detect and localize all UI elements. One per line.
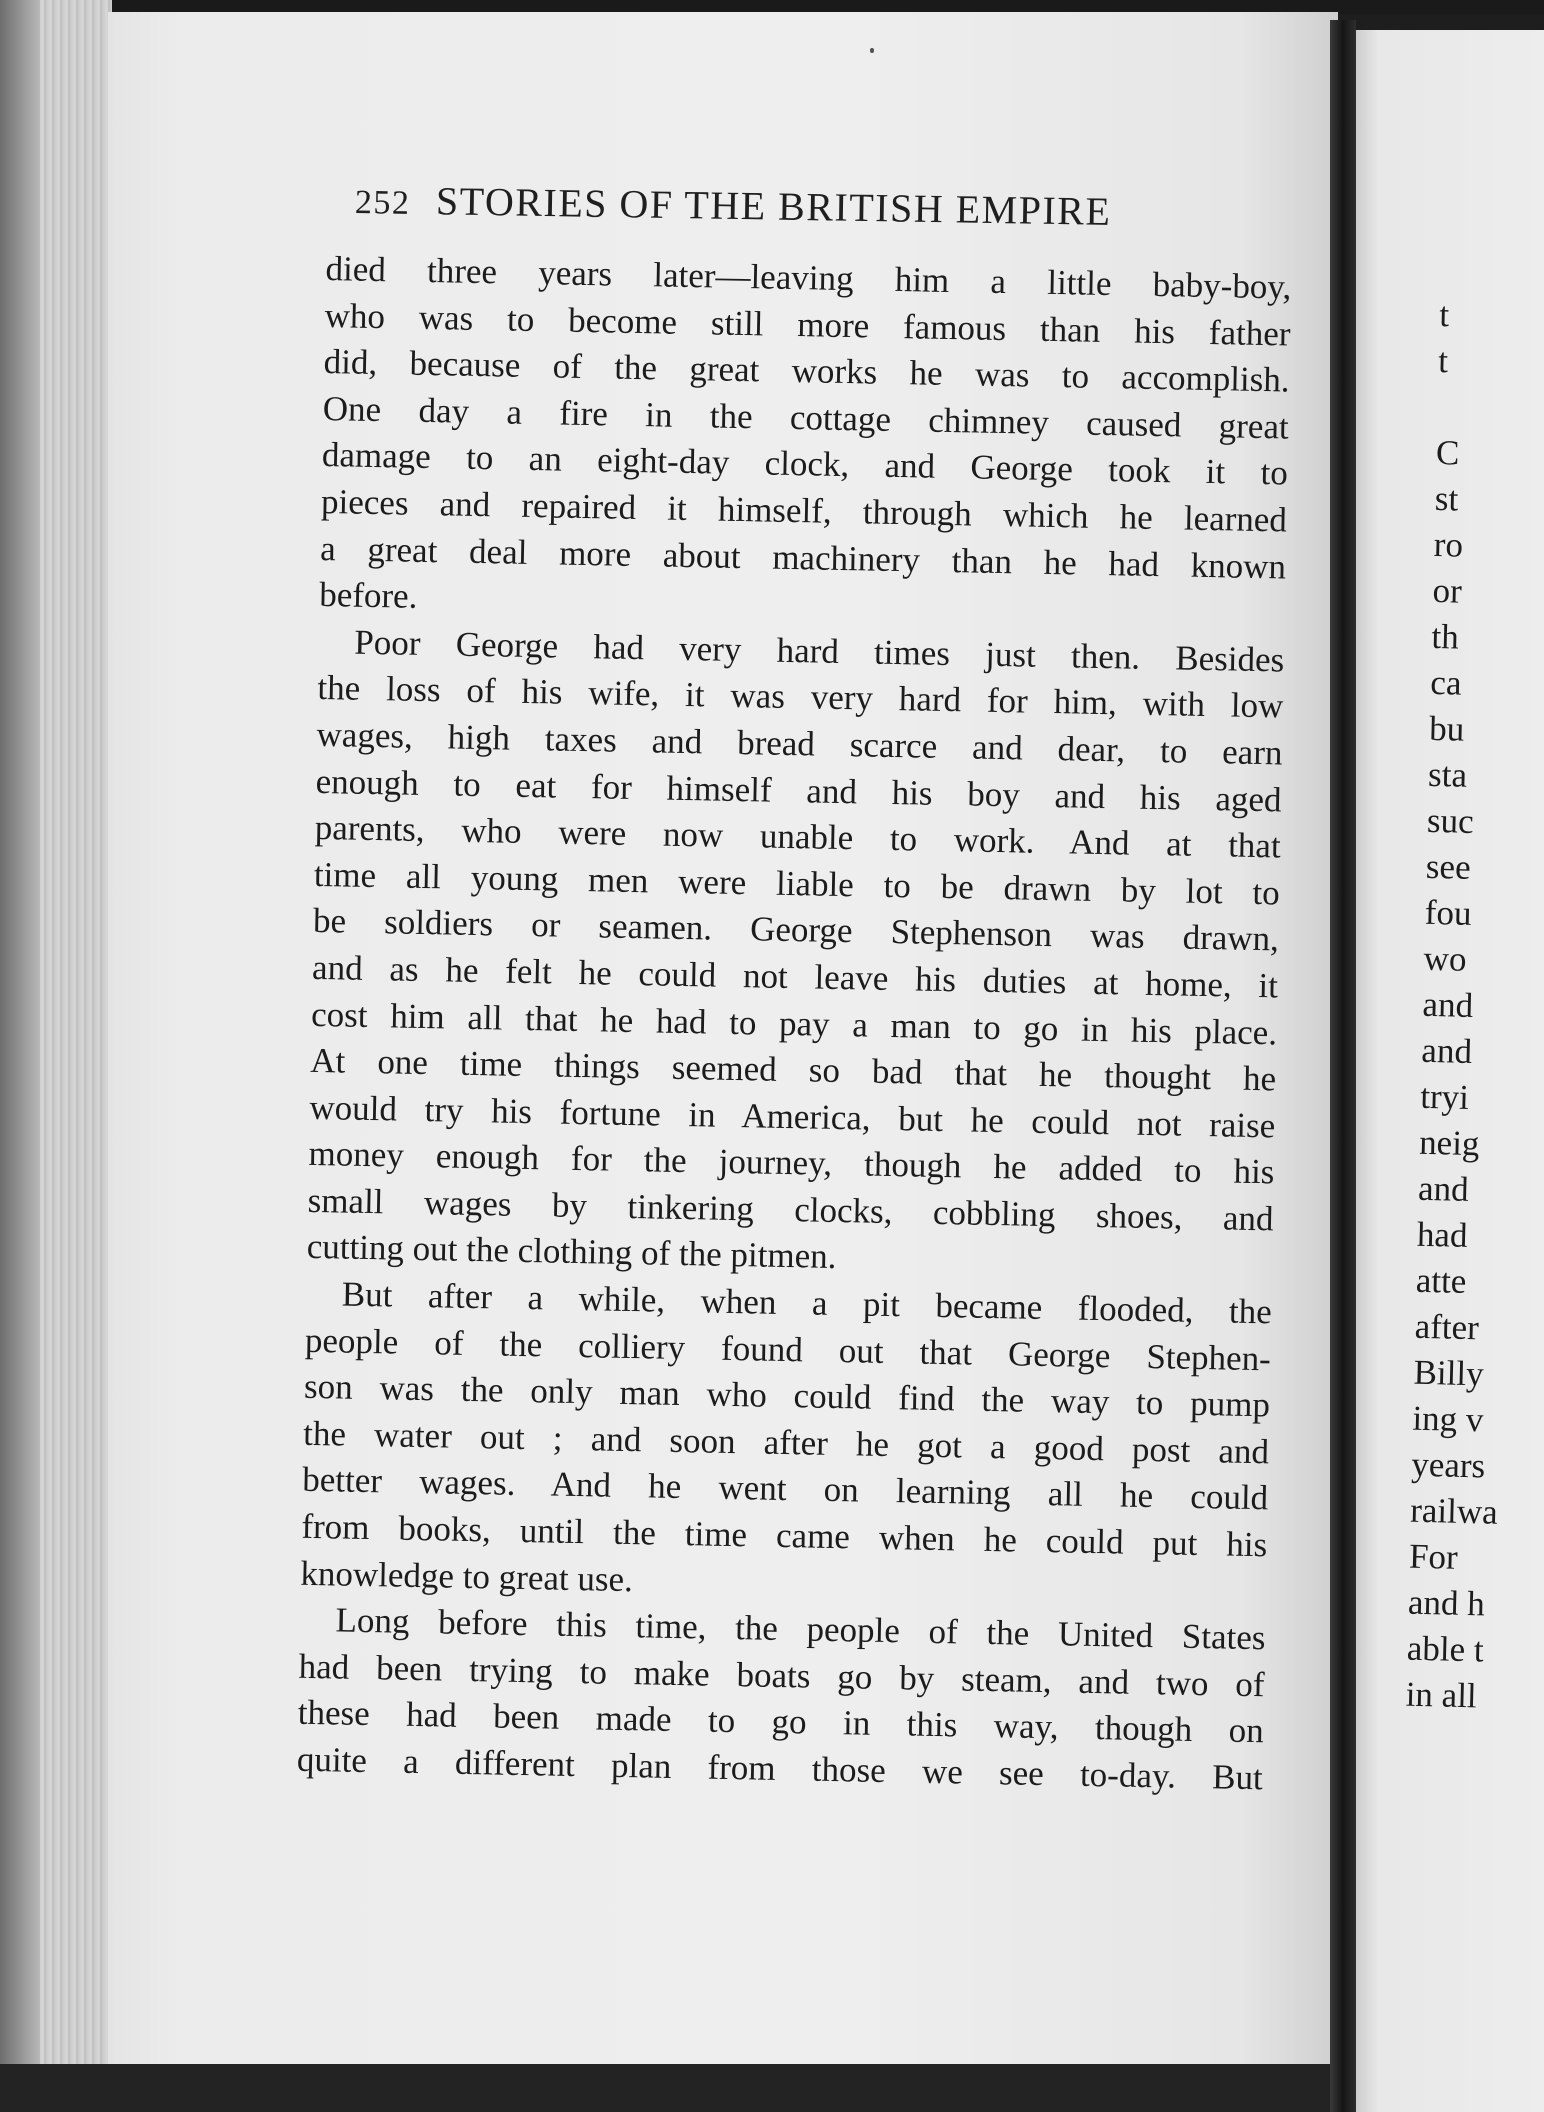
right-page-fragment: railwa [1409,1490,1499,1532]
text-line: wages, high taxes and bread scarce and dear, to earn [316,714,1283,773]
text-line: parents, who were now unable to work. And at that [314,808,1282,866]
bottom-border [0,2064,1330,2112]
text-line: But after a while, when a pit became flooded, the [341,1274,1273,1332]
right-page-fragment: st [1434,478,1459,519]
text-line: a great deal more about machinery than he had known [319,528,1287,587]
text-line: Poor George had very hard times just then. Besides [354,622,1285,680]
text-line: died three years later—leaving him a little baby-boy, [325,248,1292,307]
text-line: before. [318,575,418,616]
text-line: cutting out the clothing of the pitmen. [306,1227,837,1277]
right-page-fragment: and [1420,1030,1473,1072]
text-line: the water out ; and soon after he got a good post and [302,1413,1270,1472]
book-title: STORIES OF THE BRITISH EMPIRE [435,178,1112,234]
right-page-fragment: fou [1424,892,1472,933]
text-line: the loss of his wife, it was very hard for him, with low [317,668,1284,726]
right-page-fragment: atte [1415,1260,1467,1301]
text-line: damage to an eight-day clock, and George took it to [321,435,1289,493]
text-line: knowledge to great use. [300,1553,634,1599]
page-stack-shadow [0,0,40,2112]
right-page-fragment: had [1416,1214,1468,1255]
text-line: did, because of the great works he was to accomplish. [323,342,1290,400]
right-page-fragment: C [1435,432,1460,473]
right-page-fragment: bu [1428,708,1465,749]
right-page-fragment: see [1425,846,1472,887]
right-page-fragment: able t [1406,1628,1485,1670]
right-page-fragment: t [1437,340,1449,381]
right-page-fragment: after [1414,1306,1480,1348]
body-text [296,246,1291,1802]
text-line: would try his fortune in America, but he could not raise [309,1087,1276,1146]
text-line: One day a fire in the cottage chimney caused great [322,388,1290,447]
text-line: be soldiers or seamen. George Stephenson was drawn, [312,901,1280,959]
text-line: cost him all that he had to pay a man to go in his place. [310,994,1278,1052]
text-line: small wages by tinkering clocks, cobbling shoes, and [307,1180,1274,1239]
right-page-fragment: years [1410,1444,1486,1486]
text-line: who was to become still more famous than his father [324,295,1291,354]
text-line: son was the only man who could find the way to pump [303,1367,1271,1425]
text-line: time all young men were liable to be drawn by lot to [313,854,1281,913]
right-page-fragment: or [1432,570,1463,611]
text-line: money enough for the journey, though he added to his [308,1134,1275,1192]
text-line: people of the colliery found out that George Stephen- [304,1320,1272,1378]
right-page-fragment [1437,384,1544,433]
text-line: better wages. And he went on learning all he could [301,1460,1269,1518]
text-line: Long before this time, the people of the United States [335,1600,1266,1658]
text-line: enough to eat for himself and his boy and his aged [315,761,1282,819]
right-page-fragment: in all [1405,1674,1478,1716]
right-page-fragment: tryi [1419,1076,1470,1117]
text-line: and as he felt he could not leave his duties at home, it [311,947,1279,1006]
right-page-fragment: ing v [1412,1398,1484,1440]
right-page-fragment: sta [1427,754,1468,795]
speck [870,48,874,53]
right-page-fragment: suc [1426,800,1475,841]
right-page-fragment: ca [1429,662,1463,703]
right-page-fragment: For [1408,1536,1459,1577]
right-page-fragment: and [1422,984,1474,1026]
page-number: 252 [354,184,411,222]
text-line: from books, until the time came when he could put his [301,1506,1268,1565]
right-page-fragment: and h [1407,1582,1486,1624]
text-line: had been trying to make boats go by steam, and two of [298,1646,1265,1705]
right-page-fragment: t [1438,294,1450,335]
right-page-fragment: neig [1418,1122,1480,1164]
text-line: these had been made to go in this way, though on [297,1693,1265,1751]
right-page-fragment: Billy [1413,1352,1485,1394]
book-gutter [1330,20,1356,2112]
right-page-fragment: wo [1423,938,1467,979]
text-line: quite a different plan from those we see to-day. But [296,1739,1264,1798]
right-page-fragment: ro [1433,524,1464,565]
right-page-fragment: and [1417,1168,1470,1209]
right-page-fragment: th [1431,616,1460,657]
text-line: At one time things seemed so bad that he thought he [309,1040,1277,1099]
text-line: pieces and repaired it himself, through which he learned [320,481,1288,540]
